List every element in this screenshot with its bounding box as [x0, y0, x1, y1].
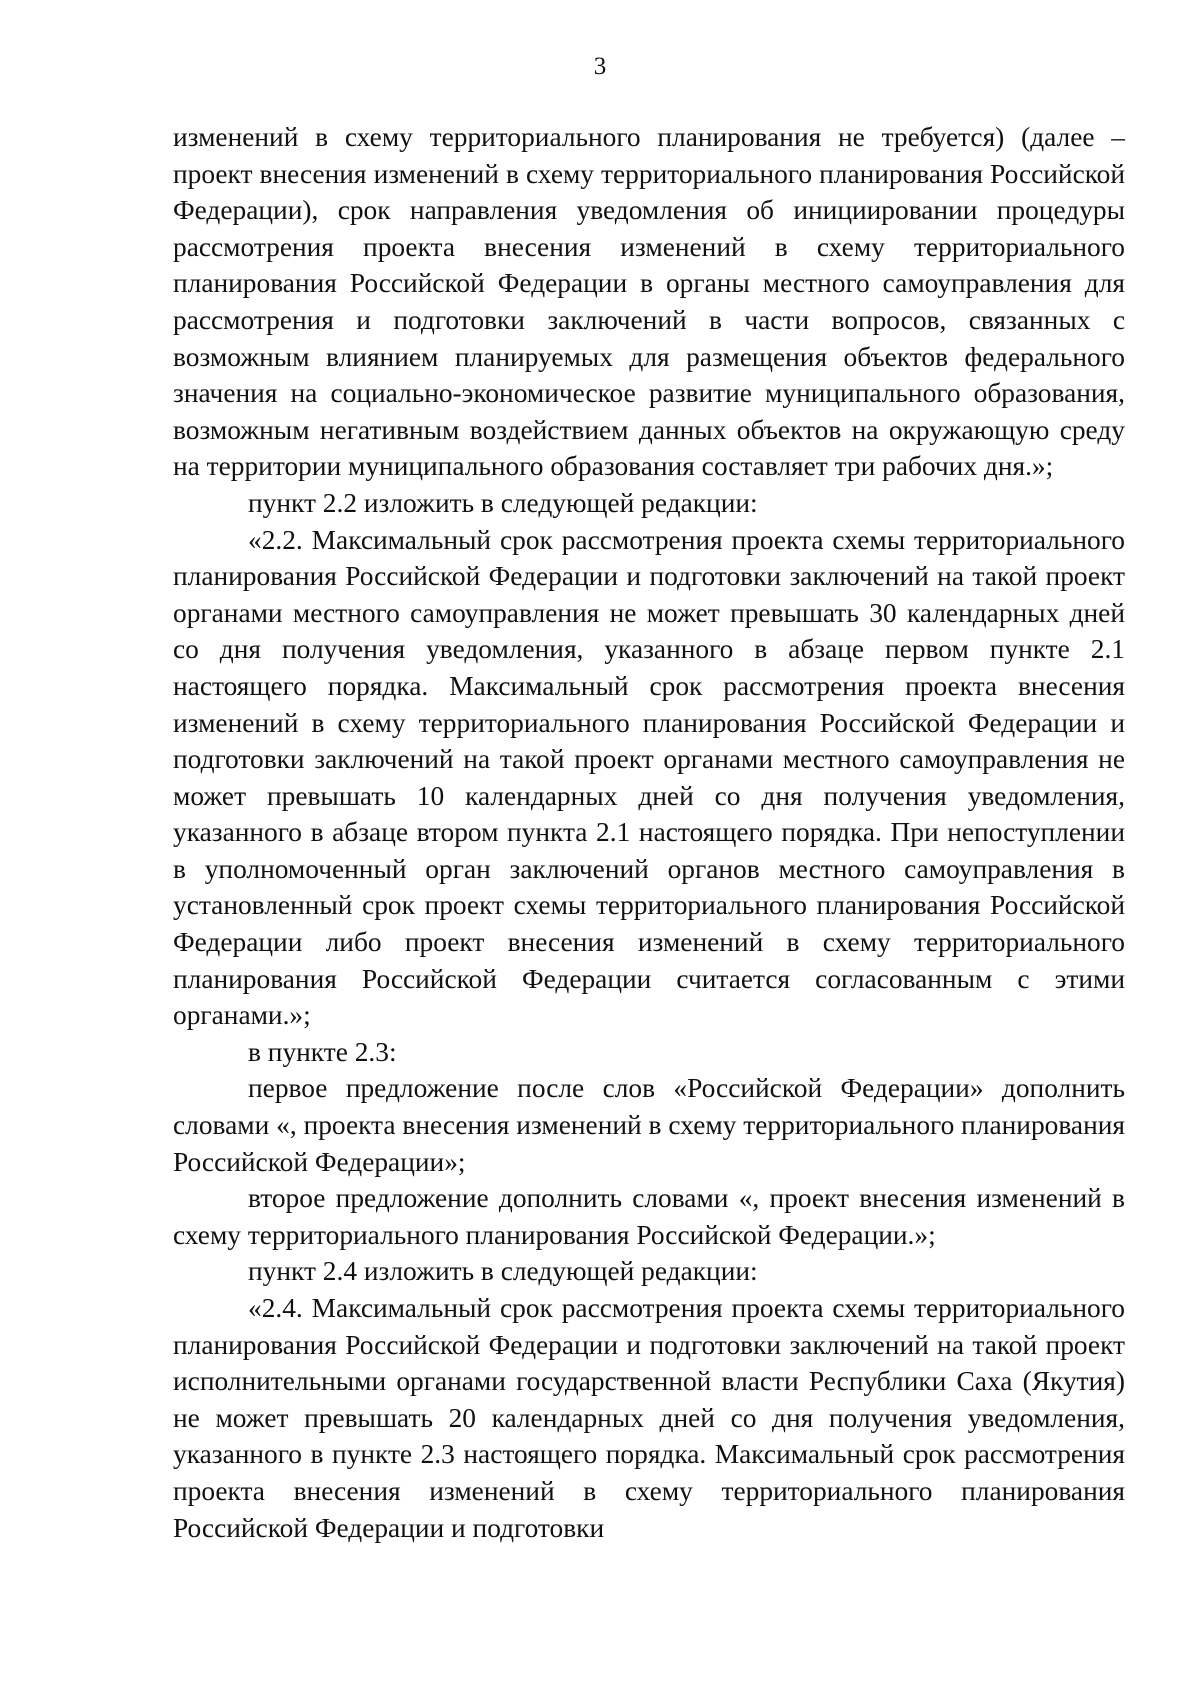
document-body — [173, 119, 1125, 1546]
page-number: 3 — [593, 53, 607, 80]
paragraph-second-sentence-amendment: второе предложение дополнить словами «, проект внесения изменений в схему территориального планирования Российской Федерации.»; — [173, 1183, 1125, 1250]
paragraph-first-sentence-amendment: первое предложение после слов «Российской Федерации» дополнить словами «, проекта внесения изменений в схему территориального планирования Российской Федерации»; — [173, 1073, 1125, 1177]
paragraph-point-2-3-intro: в пункте 2.3: — [248, 1036, 397, 1067]
paragraph-point-2-4-intro: пункт 2.4 изложить в следующей редакции: — [248, 1256, 758, 1287]
paragraph-continuation: изменений в схему территориального планирования не требуется) (далее – проект внесения изменений в схему территориального планирования Российской Федерации), срок направления уведомления об инициировании процедуры рассмотрения проекта внесения изменений в схему территориального планирования Российской Федерации в органы местного самоуправления для рассмотрения и подготовки заключений в части вопросов, связанных с возможным влиянием планируемых для размещения объектов федерального значения на социально-экономическое развитие муниципального образования, возможным негативным воздействием данных объектов на окружающую среду на территории муниципального образования составляет три рабочих дня.»; — [173, 122, 1125, 482]
paragraph-point-2-2-intro: пункт 2.2 изложить в следующей редакции: — [248, 487, 758, 518]
paragraph-point-2-2-text: «2.2. Максимальный срок рассмотрения проекта схемы территориального планирования Российской Федерации и подготовки заключений на такой проект органами местного самоуправления не может превышать 30 календарных дней со дня получения уведомления, указанного в абзаце первом пункте 2.1 настоящего порядка. Максимальный срок рассмотрения проекта внесения изменений в схему территориального планирования Российской Федерации и подготовки заключений на такой проект органами местного самоуправления не может превышать 10 календарных дней со дня получения уведомления, указанного в абзаце втором пункта 2.1 настоящего порядка. При непоступлении в уполномоченный орган заключений органов местного самоуправления в установленный срок проект схемы территориального планирования Российской Федерации либо проект внесения изменений в схему территориального планирования Российской Федерации считается согласованным с этими органами.»; — [173, 524, 1125, 1031]
paragraph-point-2-4-text: «2.4. Максимальный срок рассмотрения проекта схемы территориального планирования Российской Федерации и подготовки заключений на такой проект исполнительными органами государственной власти Республики Саха (Якутия) не может превышать 20 календарных дней со дня получения уведомления, указанного в пункте 2.3 настоящего порядка. Максимальный срок рассмотрения проекта внесения изменений в схему территориального планирования Российской Федерации и подготовки — [173, 1293, 1125, 1543]
